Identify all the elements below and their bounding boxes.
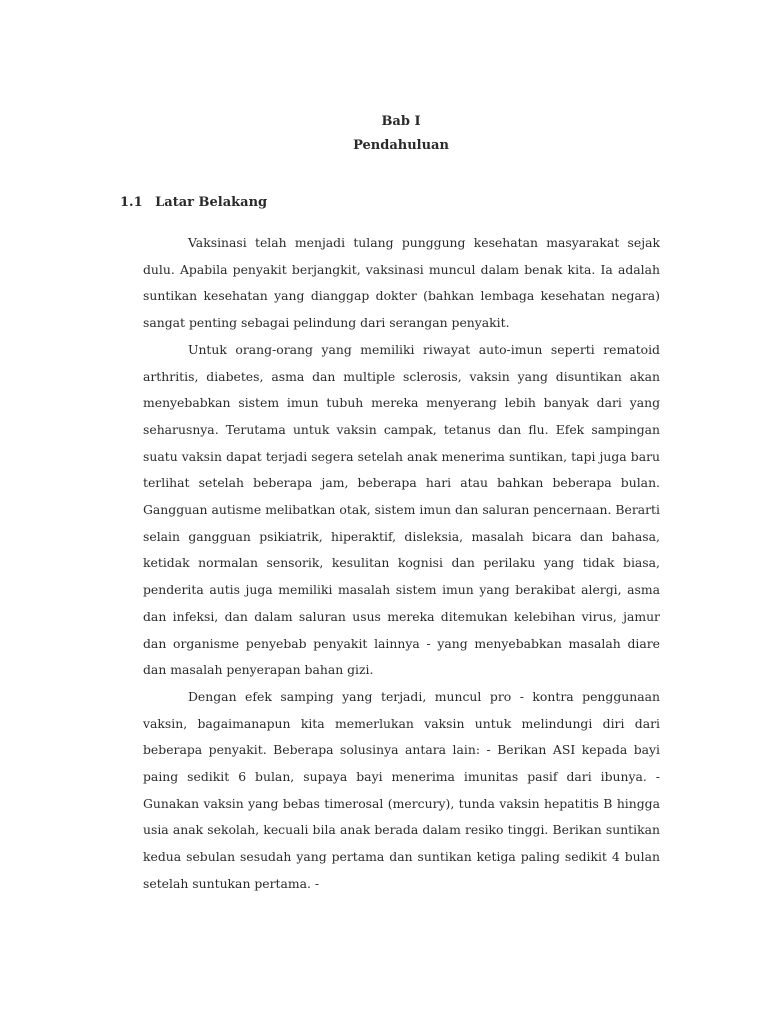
paragraph: Untuk orang-orang yang memiliki riwayat auto-imun seperti rematoid arthritis, diabetes, asma dan multiple sclerosis, vaksin yang disuntikan akan menyebabkan sistem imun tubuh mereka menyerang lebih banyak dari yang seharusnya. Terutama untuk vaksin campak, tetanus dan flu. Efek sampingan suatu vaksin dapat terjadi segera setelah anak menerima suntikan, tapi juga baru terlihat setelah beberapa jam, beberapa hari atau bahkan beberapa bulan. Gangguan autisme melibatkan otak, sistem imun dan saluran pencernaan. Berarti selain gangguan psikiatrik, hiperaktif, disleksia, masalah bicara dan bahasa, ketidak normalan sensorik, kesulitan kognisi dan perilaku yang tidak biasa, penderita autis juga memiliki masalah sistem imun yang berakibat alergi, asma dan infeksi, dan dalam saluran usus mereka ditemukan kelebihan virus, jamur dan organisme penyebab penyakit lainnya - yang menyebabkan masalah diare dan masalah penyerapan bahan gizi. bbox=[143, 341, 660, 678]
section-title: Latar Belakang bbox=[155, 195, 268, 210]
paragraph: Vaksinasi telah menjadi tulang punggung kesehatan masyarakat sejak dulu. Apabila penyakit berjangkit, vaksinasi muncul dalam benak kita. Ia adalah suntikan kesehatan yang dianggap dokter (bahkan lembaga kesehatan negara) sangat penting sebagai pelindung dari serangan penyakit. bbox=[143, 235, 660, 331]
section-heading bbox=[120, 193, 267, 213]
paragraph: Dengan efek samping yang terjadi, muncul pro - kontra penggunaan vaksin, bagaimanapun kita memerlukan vaksin untuk melindungi diri dari beberapa penyakit. Beberapa solusinya antara lain: - Berikan ASI kepada bayi paing sedikit 6 bulan, supaya bayi menerima imunitas pasif dari ibunya. - Gunakan vaksin yang bebas timerosal (mercury), tunda vaksin hepatitis B hingga usia anak sekolah, kecuali bila anak berada dalam resiko tinggi. Berikan suntikan kedua sebulan sesudah yang pertama dan suntikan ketiga paling sedikit 4 bulan setelah suntukan pertama. - bbox=[143, 688, 660, 891]
section-number: 1.1 bbox=[120, 195, 143, 210]
chapter-header bbox=[0, 110, 768, 158]
chapter-label: Bab I bbox=[381, 114, 421, 129]
body-text bbox=[143, 230, 660, 898]
chapter-title: Pendahuluan bbox=[353, 138, 449, 153]
